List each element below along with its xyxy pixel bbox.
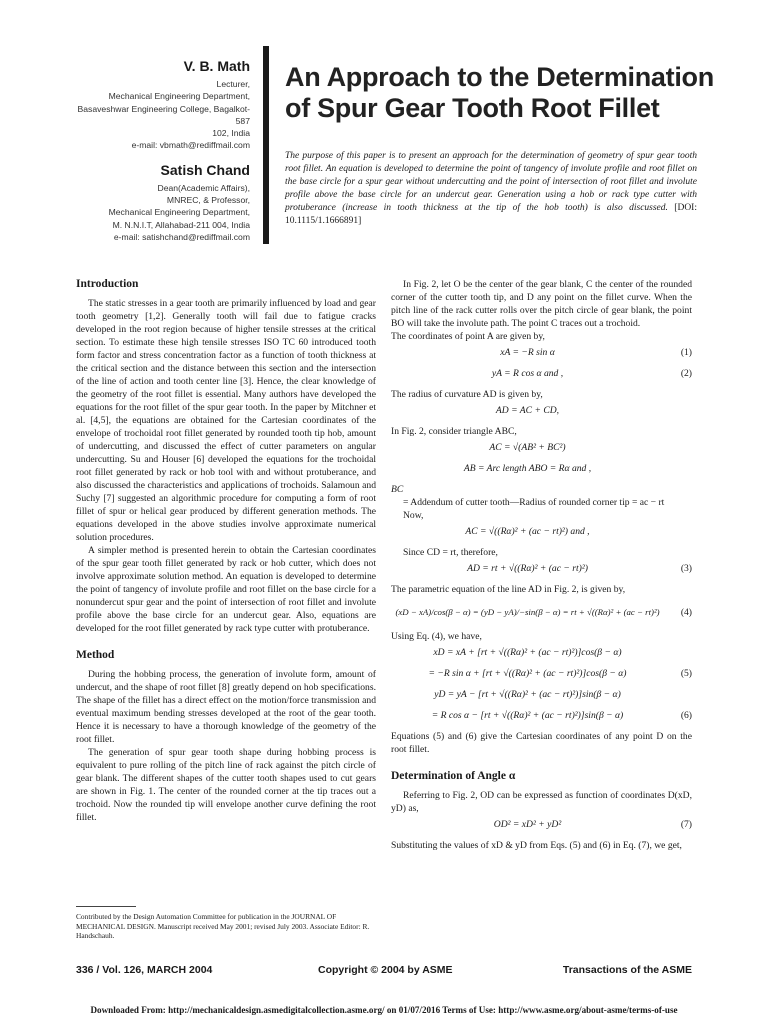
author-name: V. B. Math — [183, 58, 250, 74]
author-affiliation-line: MNREC, & Professor, — [166, 195, 250, 206]
paragraph: The radius of curvature AD is given by, — [391, 389, 543, 400]
bc-definition: = Addendum of cutter tooth—Radius of rounded corner tip = ac − rt — [403, 497, 665, 508]
author-affiliation-line: 102, India — [212, 128, 250, 139]
paragraph: In Fig. 2, consider triangle ABC, — [391, 426, 517, 437]
equation-6 — [391, 709, 692, 727]
paragraph: In Fig. 2, let O be the center of the gear blank, C the center of the rounded corner of the cutter tooth tip, and D any point on the fillet curve. When the pitch line of the rack cutter rolls over the pitch circle of gear blank, the point BO will take the involute path. The point C traces out a trochoid. — [391, 279, 692, 329]
paragraph: Equations (5) and (6) give the Cartesian coordinates of any point D on the root fillet. — [391, 731, 692, 755]
left-column — [76, 278, 376, 824]
abstract-text: The purpose of this paper is to present an approach for the determination of geometry of spur gear tooth root fillet. An equation is developed to determine the point of tangency of involute profile and root fillet on the base circle for a spur gear without undercutting and the point of intersection of root fillet and involute profile above the base circle for an undercut gear. Generation using a hob or rack type cutter with protuberance (increase in tooth thickness at the tip of the hob tooth) is also discussed. — [285, 151, 697, 213]
paragraph: The coordinates of point A are given by, — [391, 331, 545, 342]
download-notice: Downloaded From: http://mechanicaldesign.asmedigitalcollection.asme.org/ on 01/07/2016 Terms of Use: http://www.asme.org/about-asme/terms-of-use — [90, 1005, 678, 1015]
equation-5a — [391, 646, 692, 664]
equation-ac — [391, 441, 692, 459]
author-affiliation-line: M. N.N.I.T, Allahabad-211 004, India — [112, 219, 250, 230]
equation-body: xD = xA + [rt + √((Rα)² + (ac − rt)²)]cos(β − α) — [433, 647, 622, 658]
equation-1 — [391, 346, 692, 364]
equation-body: AD = rt + √((Rα)² + (ac − rt)²) — [467, 563, 588, 574]
author-email: e-mail: vbmath@rediffmail.com — [131, 140, 250, 151]
paragraph: Since CD = rt, therefore, — [403, 547, 498, 558]
paragraph: During the hobbing process, the generation of involute form, amount of undercut, and the shape of root fillet [8] greatly depend on hob specifications. The shape of the fillet has a direct effect on the motion/force transmission and eventual maximum bending stresses developed at the root of the gear tooth. Hence it is necessary to have a thorough knowledge of the geometry of the root fillet. — [76, 669, 376, 745]
equation-ab — [391, 462, 692, 480]
equation-body: xA = −R sin α — [500, 347, 555, 358]
section-heading-angle: Determination of Angle α — [391, 770, 516, 782]
equation-ac2 — [391, 525, 692, 543]
equation-number: (4) — [680, 607, 692, 618]
section-heading-introduction: Introduction — [76, 278, 139, 290]
equation-body: AB = Arc length ABO = Rα and , — [463, 463, 592, 474]
equation-7 — [391, 818, 692, 836]
footnote-rule — [76, 906, 136, 907]
footnote: Contributed by the Design Automation Committee for publication in the JOURNAL OF MECHANICAL DESIGN. Manuscript received May 2001; revised July 2003. Associate Editor: R. Handschauh. — [76, 912, 370, 941]
equation-body: AC = √((Rα)² + (ac − rt)²) and , — [465, 526, 590, 537]
equation-body: AC = √(AB² + BC²) — [489, 442, 566, 453]
doi[interactable]: [DOI: 10.1115/1.1666891] — [285, 202, 697, 226]
footer-journal: Transactions of the ASME — [562, 964, 692, 976]
section-heading-method: Method — [76, 649, 115, 661]
equation-number: (2) — [680, 368, 692, 379]
page-footer — [76, 964, 692, 978]
paragraph: A simpler method is presented herein to obtain the Cartesian coordinates of the spur gear tooth fillet generated by rack or hob cutter, which does not involve approximate solution method. An equation is developed to determine the point of tangency of involute profile and root fillet on the base circle for a nonundercut spur gear and the point of intersection of root fillet and involute profile above the base circle for an undercut gear. Also, equations are developed for the root fillet generated by rack type cutter with protuberance. — [76, 545, 376, 634]
equation-number: (1) — [680, 347, 692, 358]
author-affiliation-line: Lecturer, — [216, 79, 250, 89]
paragraph: Now, — [403, 510, 424, 521]
equation-4 — [391, 599, 692, 627]
footer-copyright: Copyright © 2004 by ASME — [318, 964, 453, 976]
abstract — [285, 150, 697, 227]
equation-body: AD = AC + CD, — [495, 405, 560, 416]
equation-body: (xD − xA)/cos(β − α) = (yD − yA)/−sin(β − α) = rt + √((Rα)² + (ac − rt)²) — [395, 607, 660, 617]
equation-number: (6) — [680, 710, 692, 721]
author-affiliation-line: Dean(Academic Affairs), — [157, 182, 250, 193]
author-2 — [72, 162, 250, 243]
footer-page-info: 336 / Vol. 126, MARCH 2004 — [76, 964, 213, 976]
paragraph: The generation of spur gear tooth shape during hobbing process is equivalent to pure rolling of the pitch line of rack against the pitch circle of gear blank. The different shapes of the cutter tooth shapes used to cut gears are shown in Fig. 1. The center of the rounded corner at the tip traces out a trochoid. Now the rounded tip will envelope another curve defining the root fillet. — [76, 747, 376, 823]
bc-label: BC — [391, 484, 404, 495]
equation-number: (7) — [680, 819, 692, 830]
equation-6a — [391, 688, 692, 706]
author-email: e-mail: satishchand@rediffmail.com — [113, 231, 250, 242]
equation-number: (5) — [680, 668, 692, 679]
equation-body: = −R sin α + [rt + √((Rα)² + (ac − rt)²)]cos(β − α) — [428, 668, 627, 679]
paper-title: An Approach to the Determination of Spur Gear Tooth Root Fillet — [285, 62, 714, 123]
author-1 — [72, 58, 250, 152]
equation-3 — [391, 562, 692, 580]
equation-number: (3) — [680, 563, 692, 574]
paragraph: Referring to Fig. 2, OD can be expressed as function of coordinates D(xD, yD) as, — [391, 790, 692, 814]
author-affiliation-line: Mechanical Engineering Department, — [108, 207, 250, 218]
paragraph: The parametric equation of the line AD in Fig. 2, is given by, — [391, 584, 626, 595]
equation-ad — [391, 404, 692, 422]
equation-body: yD = yA − [rt + √((Rα)² + (ac − rt)²)]sin(β − α) — [434, 689, 621, 700]
right-column — [391, 278, 692, 852]
equation-body: OD² = xD² + yD² — [493, 819, 562, 830]
equation-body: = R cos α − [rt + √((Rα)² + (ac − rt)²)]sin(β − α) — [431, 710, 624, 721]
author-name: Satish Chand — [160, 161, 250, 178]
paragraph: The static stresses in a gear tooth are primarily influenced by load and gear tooth geometry [1,2]. Generally tooth will fail due to fatigue cracks developed in the root region because of higher tensile stresses at the critical section. To estimate these high tensile stresses ISO TC 60 introduced tooth form factor and stress concentration factor as a function of tooth thickness at the critical section and the distance between this section and the intersection of the line of action and tooth center line [3]. Hence, the clear knowledge of the geometry of the root fillet is essential. Many authors have developed the equations for the root fillet of the spur gear tooth. In the paper by Mitchner et al. [4,5], the equations are obtained for the Cartesian coordinates of the envelope of trochoidal root fillet generated by rounded tooth tip hob, amount of undercutting, and discussed the effect of cutter parameters on angular undercutting. Su and Houser [6] developed the equations for the trochoidal root fillet generated by rack or hob tool with and without protuberance, and also discussed the characteristics and applications of trochoids. Salamoun and Suchy [7] suggested an algorithmic procedure for computing a form of root fillet of spur or helical gear produced by different generation methods. The equations developed in the above studies involve approximate numerical solution procedures. — [76, 298, 376, 543]
equation-5 — [391, 667, 692, 685]
author-list — [72, 58, 250, 243]
equation-2 — [391, 367, 692, 385]
title-divider-bar — [263, 46, 269, 244]
paragraph: Substituting the values of xD & yD from Eqs. (5) and (6) in Eq. (7), we get, — [391, 840, 682, 851]
author-affiliation-line: Mechanical Engineering Department, — [108, 91, 250, 102]
paragraph: Using Eq. (4), we have, — [391, 631, 482, 642]
equation-body: yA = R cos α and , — [491, 368, 564, 379]
author-affiliation-line: Basaveshwar Engineering College, Bagalkot-587 — [77, 103, 250, 126]
